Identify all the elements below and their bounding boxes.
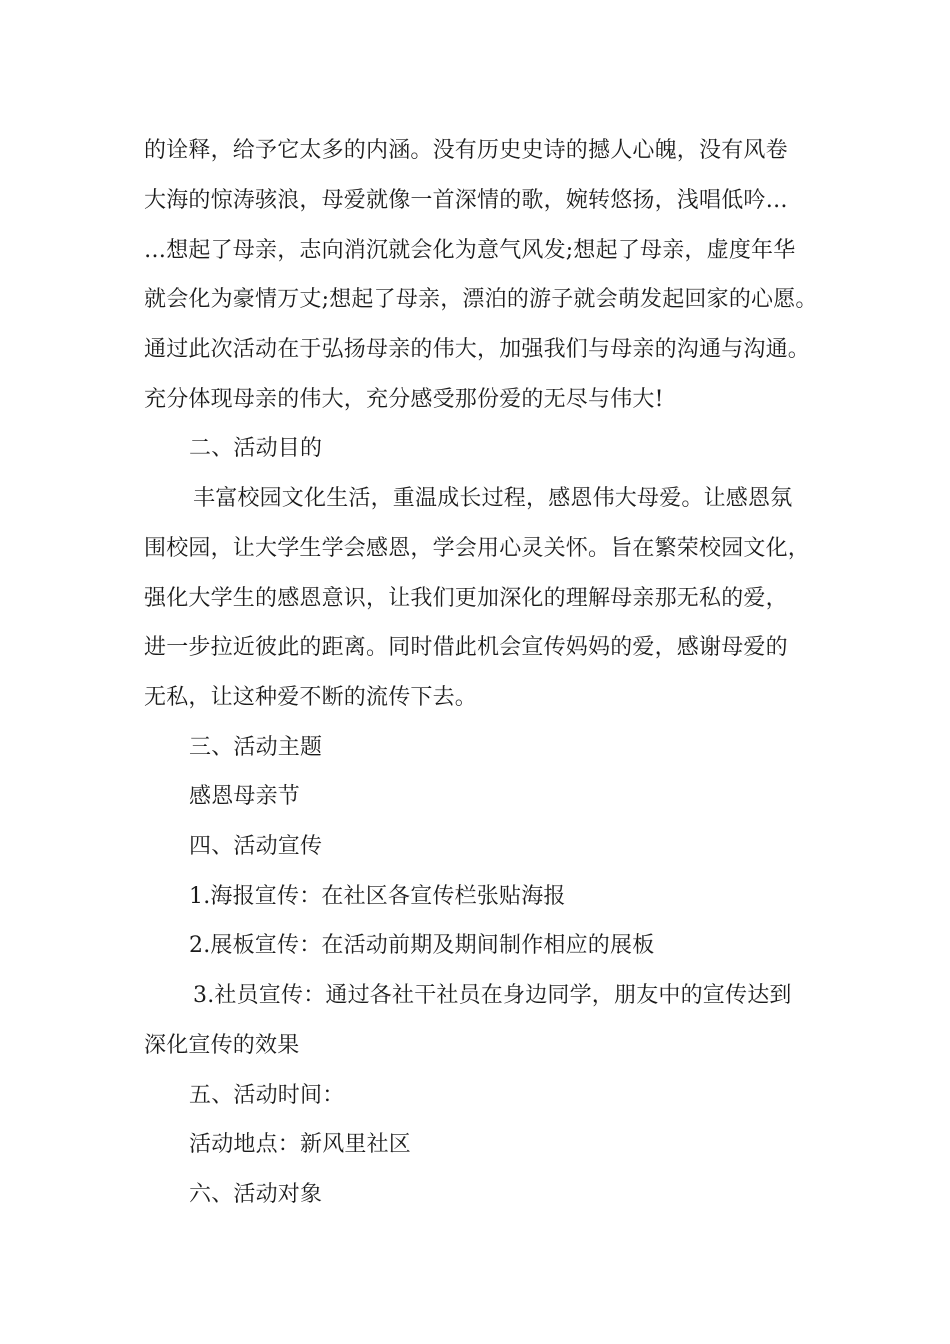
section-heading-time: 五、活动时间： [189,1083,345,1108]
section-heading-audience: 六、活动对象 [189,1182,323,1207]
paragraph-line: 丰富校园文化生活，重温成长过程，感恩伟大母爱。让感恩氛 [193,486,793,511]
section-heading-purpose: 二、活动目的 [189,436,323,461]
paragraph-line: …想起了母亲，志向消沉就会化为意气风发;想起了母亲，虚度年华 [144,238,796,263]
list-item: 3.社员宣传：通过各社干社员在身边同学，朋友中的宣传达到 [193,983,792,1008]
paragraph-line: 大海的惊涛骇浪，母爱就像一首深情的歌，婉转悠扬，浅唱低吟… [144,188,788,213]
paragraph-line: 进一步拉近彼此的距离。同时借此机会宣传妈妈的爱，感谢母爱的 [144,635,788,660]
paragraph-line: 强化大学生的感恩意识，让我们更加深化的理解母亲那无私的爱， [144,586,788,611]
list-item: 1.海报宣传：在社区各宣传栏张贴海报 [189,884,566,909]
list-item-continuation: 深化宣传的效果 [144,1033,300,1058]
paragraph-line: 就会化为豪情万丈;想起了母亲，漂泊的游子就会萌发起回家的心愿。 [144,287,818,312]
paragraph-line: 充分体现母亲的伟大，充分感受那份爱的无尽与伟大! [144,387,664,412]
theme-text: 感恩母亲节 [189,784,301,809]
location-text: 活动地点：新风里社区 [189,1132,412,1157]
paragraph-line: 通过此次活动在于弘扬母亲的伟大，加强我们与母亲的沟通与沟通。 [144,337,811,362]
section-heading-publicity: 四、活动宣传 [189,834,323,859]
paragraph-line: 围校园，让大学生学会感恩，学会用心灵关怀。旨在繁荣校园文化， [144,536,811,561]
section-heading-theme: 三、活动主题 [189,735,323,760]
list-item: 2.展板宣传：在活动前期及期间制作相应的展板 [189,933,655,958]
paragraph-line: 的诠释，给予它太多的内涵。没有历史史诗的撼人心魄，没有风卷 [144,138,788,163]
paragraph-line: 无私，让这种爱不断的流传下去。 [144,685,478,710]
